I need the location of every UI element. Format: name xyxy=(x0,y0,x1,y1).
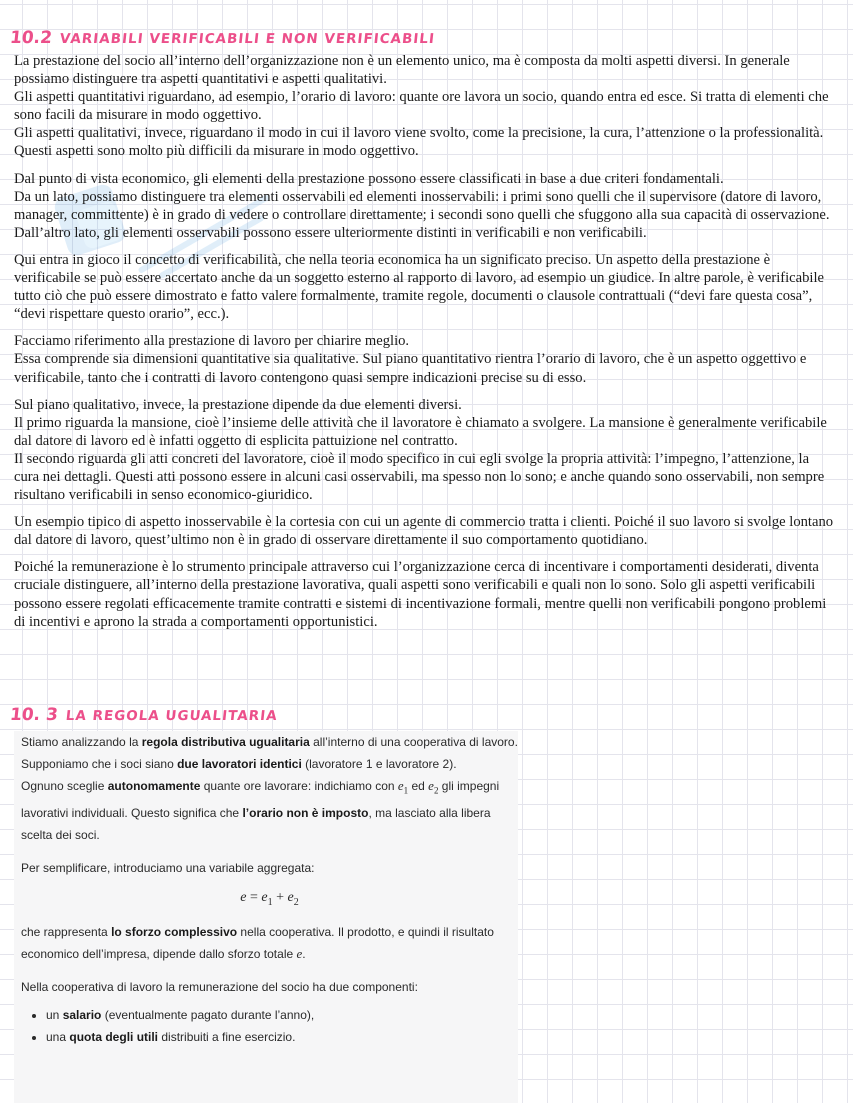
section-10-2-body xyxy=(14,52,836,631)
body-text: Poiché la remunerazione è lo strumento principale attraverso cui l’organizzazione cerca di incentivare i comportamenti desiderati, diventa cruciale distinguere, all’interno della prestazione lavorativa, quali aspetti sono verificabili e quali non lo sono. Solo gli aspetti verificabili possono essere regolati efficacemente tramite contratti e sistemi di incentivazione formali, mentre quelli non verificabili pongono problemi di incentivi e aprono la strada a comportamenti opportunistici. xyxy=(14,559,827,630)
panel-text: all’interno di una cooperativa di lavoro. xyxy=(309,735,518,749)
paragraph-group-6 xyxy=(14,513,836,549)
paragraph-group-3 xyxy=(14,251,836,323)
section-10-2-number: 10.2 xyxy=(8,28,54,48)
body-text: Gli aspetti qualitativi, invece, riguardano il modo in cui il lavoro viene svolto, come la precisione, la cura, l’attenzione o la professionalità. Questi aspetti sono molto più difficili da misurare in modo oggettivo. xyxy=(14,125,824,160)
panel-text: una xyxy=(46,1030,70,1045)
panel-bold: regola distributiva ugualitaria xyxy=(141,735,310,749)
panel-text: (lavoratore 1 e lavoratore 2). xyxy=(301,757,457,771)
body-text: Qui entra in gioco il concetto di verificabilità, che nella teoria economica ha un significato preciso. Un aspetto della prestazione è verificabile se può essere accertato anche da un soggetto esterno al rapporto di lavoro, ad esempio un giudice. In altre parole, è verificabile tutto ciò che può essere dimostrato e fatto valere formalmente, tramite regole, documenti o clausole contrattuali (“devi fare questa cosa”, “devi rispettare questo orario”, ecc.). xyxy=(14,251,825,323)
panel-bold: lo sforzo complessivo xyxy=(111,925,238,940)
body-text: Facciamo riferimento alla prestazione di lavoro per chiarire meglio. xyxy=(14,333,410,350)
math-sub: 2 xyxy=(433,785,439,796)
math-var: e xyxy=(397,778,404,793)
paragraph-group-4 xyxy=(14,332,836,386)
panel-text: un xyxy=(46,1008,63,1023)
math-var: e xyxy=(428,778,434,793)
panel-bold: autonomamente xyxy=(107,779,201,793)
section-10-2-heading xyxy=(9,28,436,48)
math-var: e xyxy=(296,946,303,962)
body-text: Dall’altro lato, gli elementi osservabili possono essere ulteriormente distinti in verificabili e non verificabili. xyxy=(14,224,647,241)
section-10-2-title: VARIABILI VERIFICABILI E NON VERIFICABILI xyxy=(59,31,436,47)
panel-text: gli impegni lavorativi individuali. Questo significa che xyxy=(21,779,500,820)
math-sub: 1 xyxy=(403,785,409,796)
panel-text: Supponiamo che i soci siano xyxy=(21,757,178,771)
panel-bold: l’orario non è imposto xyxy=(242,805,369,820)
section-10-3-heading xyxy=(9,705,279,725)
remuneration-list xyxy=(21,1004,518,1048)
panel-paragraph-3 xyxy=(21,775,518,846)
panel-text: ed xyxy=(408,779,429,793)
panel-paragraph-5 xyxy=(21,921,518,965)
panel-bold: quota degli utili xyxy=(69,1030,159,1045)
list-item xyxy=(46,1004,518,1026)
panel-text: che rappresenta xyxy=(21,925,112,940)
panel-paragraph-2 xyxy=(21,753,518,775)
list-item xyxy=(46,1026,518,1048)
body-text: Il secondo riguarda gli atti concreti del lavoratore, cioè il modo specifico in cui egli svolge la propria attività: l’impegno, l’attenzione, la cura nei dettagli. Questi atti possono essere in alcuni casi osservabili, ma spesso non lo sono; e anche quando sono osservabili, non sempre risultano verificabili in senso economico-giuridico. xyxy=(14,450,825,504)
section-10-3-title: LA REGOLA UGUALITARIA xyxy=(64,708,279,724)
panel-text: , ma lasciato alla libera scelta dei soci. xyxy=(21,805,491,842)
section-10-3-number: 10. 3 xyxy=(8,705,59,725)
body-text: Un esempio tipico di aspetto inosservabile è la cortesia con cui un agente di commercio tratta i clienti. Poiché il suo lavoro si svolge lontano dal datore di lavoro, quest’ultimo non è in grado di osservare direttamente il suo comportamento quotidiano. xyxy=(14,514,834,549)
formula-aggregate-effort: $e = e_1 + e_2$ xyxy=(240,889,299,908)
panel-text: nella cooperativa. Il prodotto, e quindi il risultato economico dell’impresa, dipende dallo sforzo totale xyxy=(21,925,494,962)
paragraph-group-2 xyxy=(14,170,836,242)
body-text: La prestazione del socio all’interno dell’organizzazione non è un elemento unico, ma è composta da molti aspetti diversi. In generale possiamo distinguere tra aspetti quantitativi e aspetti qualitativi. xyxy=(14,53,790,88)
panel-text: distribuiti a fine esercizio. xyxy=(158,1030,296,1045)
panel-text: Stiamo analizzando la xyxy=(21,735,142,749)
paragraph-group-1 xyxy=(14,52,836,161)
paragraph-group-5 xyxy=(14,396,836,505)
math-e1 xyxy=(397,778,409,796)
panel-paragraph-6: Nella cooperativa di lavoro la remunerazione del socio ha due componenti: xyxy=(21,980,418,995)
panel-paragraph-4: Per semplificare, introduciamo una variabile aggregata: xyxy=(21,860,315,875)
body-text: Essa comprende sia dimensioni quantitative sia qualitative. Sul piano quantitativo rientra l’orario di lavoro, che è un aspetto oggettivo e verificabile, tanto che i contratti di lavoro contengono quasi sempre indicazioni precise su di esso. xyxy=(14,351,807,386)
panel-bold: due lavoratori identici xyxy=(177,757,302,771)
section-10-3-panel xyxy=(14,731,518,1103)
panel-text: Ognuno sceglie xyxy=(21,779,108,793)
body-text: Dal punto di vista economico, gli elementi della prestazione possono essere classificati in base a due criteri fondamentali. xyxy=(14,170,724,187)
panel-paragraph-1 xyxy=(21,731,518,753)
body-text: Il primo riguarda la mansione, cioè l’insieme delle attività che il lavoratore è chiamato a svolgere. La mansione è generalmente verificabile dal datore di lavoro ed è infatti oggetto di esplicita pattuizione nel contratto. xyxy=(14,414,827,449)
body-text: Gli aspetti quantitativi riguardano, ad esempio, l’orario di lavoro: quante ore lavora un socio, quando entra ed esce. Si tratta di elementi che sono facili da misurare in modo oggettivo. xyxy=(14,89,829,124)
panel-text: (eventualmente pagato durante l’anno), xyxy=(101,1008,315,1023)
panel-text: quante ore lavorare: indichiamo con xyxy=(200,779,398,793)
body-text: Sul piano qualitativo, invece, la prestazione dipende da due elementi diversi. xyxy=(14,396,462,413)
paragraph-group-7 xyxy=(14,558,836,630)
math-e2 xyxy=(428,778,439,796)
panel-text: . xyxy=(302,947,306,962)
panel-bold: salario xyxy=(62,1008,102,1023)
body-text: Da un lato, possiamo distinguere tra elementi osservabili ed elementi inosservabili: i primi sono quelli che il supervisore (datore di lavoro, manager, committente) è in grado di vedere o controllare direttamente; i secondi sono quelli che sfuggono alla sua capacità di osservazione. xyxy=(14,188,830,223)
